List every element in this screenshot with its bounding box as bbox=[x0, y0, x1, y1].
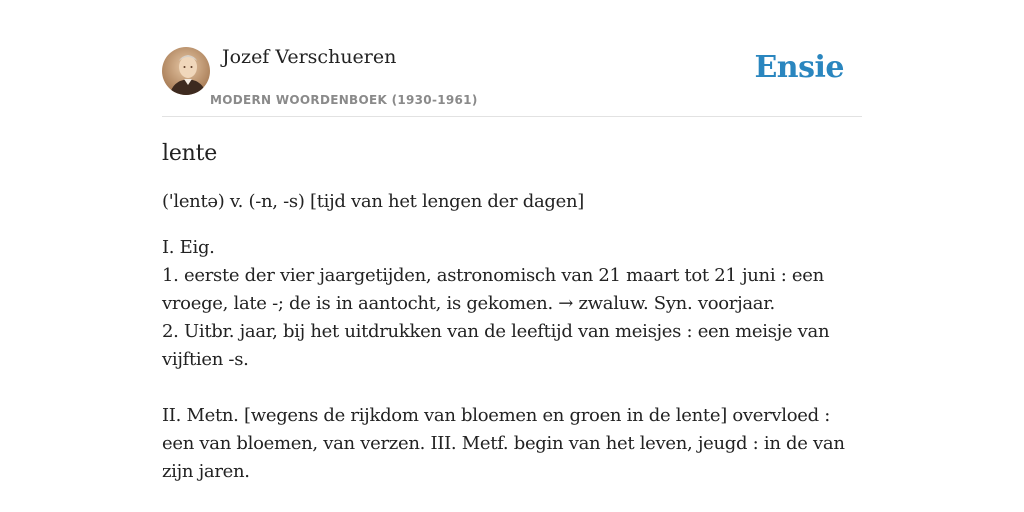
definition-section: 1. eerste der vier jaargetijden, astronomisch van 21 maart tot 21 juni : een vroege, late -; de is in aantocht, is gekomen. → zwaluw. Syn. voorjaar. bbox=[162, 265, 824, 314]
entry-content bbox=[162, 138, 866, 486]
definition-section: II. Metn. [wegens de rijkdom van bloemen en groen in de lente] overvloed : een van bloemen, van verzen. III. Metf. begin van het leven, jeugd : in de van zijn jaren. bbox=[162, 405, 845, 482]
header bbox=[162, 44, 862, 117]
author-avatar[interactable] bbox=[162, 47, 210, 95]
entry-headword: lente bbox=[162, 141, 218, 166]
definition-section: 2. Uitbr. jaar, bij het uitdrukken van de leeftijd van meisjes : een meisje van vijftien -s. bbox=[162, 321, 830, 370]
author-name[interactable]: Jozef Verschueren bbox=[222, 46, 397, 68]
dictionary-name[interactable]: MODERN WOORDENBOEK (1930-1961) bbox=[210, 93, 478, 107]
definition-section: I. Eig. bbox=[162, 237, 215, 258]
entry-pronunciation: ('lentə) v. (-n, -s) [tijd van het lengen der dagen] bbox=[162, 191, 584, 212]
brand-logo[interactable]: Ensie bbox=[754, 50, 844, 85]
entry-definition bbox=[162, 234, 866, 486]
section-spacer bbox=[162, 374, 866, 402]
author-portrait-image bbox=[162, 47, 210, 95]
